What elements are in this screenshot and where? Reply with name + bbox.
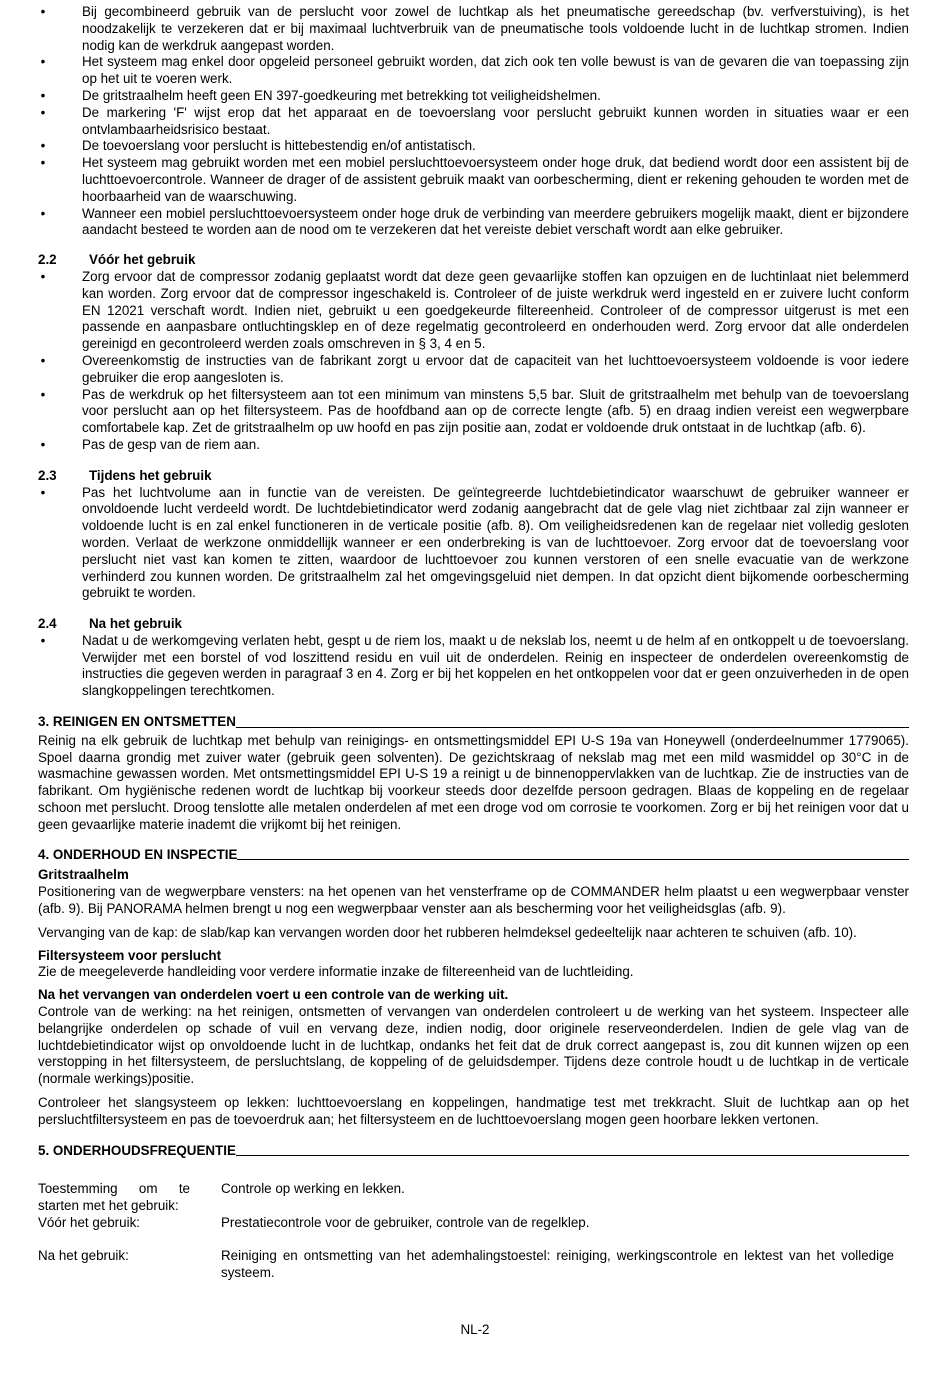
frequency-label: Vóór het gebruik: xyxy=(38,1215,140,1230)
bullet-icon: • xyxy=(40,155,46,171)
section-4-heading xyxy=(38,847,909,864)
bullet-icon: • xyxy=(40,4,46,19)
frequency-value: Prestatiecontrole voor de gebruiker, controle van de regelklep. xyxy=(221,1215,590,1230)
list-item: • Nadat u de werkomgeving verlaten hebt, gespt u de riem los, maakt u de nekslab los, neemt u de helm af en ontkoppelt u de toevoerslang. Verwijder met een borstel of vod loszittend residu en vuil uit de onderdelen. Reinig en inspecteer de onderdelen overeenkomstig de instructies die gegeven werden in paragraaf 3 en 4. Zorg er bij het koppelen en het ontkoppelen voor dat er geen onzuiverheden in de open slangkoppelingen terechtkomen. xyxy=(38,633,909,700)
frequency-label: Toestemming om te starten met het gebruik: xyxy=(38,1181,190,1214)
function-check-paragraph: Controle van de werking: na het reinigen, ontsmetten of vervangen van onderdelen controleert u de werking van het systeem. Inspecteer alle belangrijke onderdelen op schade of vuil en vervang deze, indien nodig, door originele reserveonderdelen. Indien de gele vlag van de luchtdebietindicator wijst op onvoldoende lucht in de luchtkap, ondanks het feit dat de druk correct aangepast is, zou dit kunnen wijzen op een verstopping in het filtersysteem, de persluchtslang, de koppeling of de geluidsdemper. Tijdens deze controle houdt u de luchtkap in de verticale (normale werkings)positie. xyxy=(38,1004,909,1087)
bullet-icon: • xyxy=(40,632,46,648)
list-item: • Pas de werkdruk op het filtersysteem aan tot een minimum van minstens 5,5 bar. Sluit de gritstraalhelm met behulp van de toevoerslang voor perslucht aan op het filtersysteem. Pas de hoofdband aan op de correcte lengte (afb. 5) en draag indien vereist een wegwerpbare comfortabele kap. Zet de gritstraalhelm op uw hoofd en pas zijn positie aan, zodat er voldoende druk ontstaat in de luchtkap (afb. 6). xyxy=(38,387,909,437)
section-2-2-heading xyxy=(38,252,909,269)
section-title: 3. REINIGEN EN ONTSMETTEN xyxy=(38,714,236,730)
intro-bullet-list xyxy=(38,4,909,239)
function-check-heading: Na het vervangen van onderdelen voert u een controle van de werking uit. xyxy=(38,987,509,1003)
bullet-icon: • xyxy=(40,386,46,402)
bullet-icon: • xyxy=(40,352,46,368)
section-2-4-bullet-list xyxy=(38,633,909,700)
section-number: 2.4 xyxy=(38,616,57,632)
list-item: • De markering 'F' wijst erop dat het apparaat en de toevoerslang voor perslucht gebruikt kunnen worden in situaties waar er een ontvlambaarheidsrisico bestaat. xyxy=(38,105,909,139)
list-item: • De gritstraalhelm heeft geen EN 397-goedkeuring met betrekking tot veiligheidshelmen. xyxy=(38,88,909,105)
section-title: Tijdens het gebruik xyxy=(89,467,212,483)
document-page xyxy=(38,4,909,1281)
bullet-icon: • xyxy=(40,87,46,103)
list-item: • Pas de gesp van de riem aan. xyxy=(38,437,909,454)
section-5-heading xyxy=(38,1143,909,1160)
bullet-icon: • xyxy=(40,268,46,284)
list-item: • De toevoerslang voor perslucht is hittebestendig en/of antistatisch. xyxy=(38,138,909,155)
maintenance-frequency-table xyxy=(38,1181,909,1281)
bullet-icon: • xyxy=(40,54,46,70)
heading-rule xyxy=(237,859,909,860)
window-positioning-paragraph: Positionering van de wegwerpbare vensters: na het openen van het vensterframe op de COMMANDER helm plaatst u een wegwerpbaar venster (afb. 9). Bij PANORAMA helmen brengt u nog een wegwerpbaar venster aan als bescherming voor het veiligheidsglas (afb. 9). xyxy=(38,884,909,917)
table-row xyxy=(38,1215,909,1248)
bullet-icon: • xyxy=(40,138,46,154)
bullet-icon: • xyxy=(40,205,46,221)
list-item: • Pas het luchtvolume aan in functie van de vereisten. De geïntegreerde luchtdebietindicator waarschuwt de gebruiker wanneer er onvoldoende lucht verdeeld wordt. De luchtdebietindicator werd zodanig aangebracht dat de gele vlag niet zichtbaar zal zijn wanneer er voldoende lucht is en zal enkel functioneren in de verticale positie (afb. 8). Om veiligheidsredenen kan de regelaar niet volledig gesloten worden. Verlaat de werkzone onmiddellijk wanneer er een onderbreking is van de luchttoevoer. Zorg ervoor dat de toevoerslang voor perslucht niet vast kan komen te zitten, waardoor de luchttoevoer zou kunnen verstoren of een snelle evacuatie van de werkzone verhinderd zou kunnen worden. De gritstraalhelm zal het omgevingsgeluid niet dempen. In dat opzicht dient bijkomende oorbescherming gebruikt te worden. xyxy=(38,485,909,603)
section-title: Vóór het gebruik xyxy=(89,252,196,268)
filter-system-heading: Filtersysteem voor perslucht xyxy=(38,947,222,963)
table-row xyxy=(38,1248,909,1282)
bullet-icon: • xyxy=(40,436,46,452)
list-item: • Het systeem mag enkel door opgeleid personeel gebruikt worden, dat zich ook ten volle bewust is van de gevaren die van toepassing zijn op het uit te voeren werk. xyxy=(38,54,909,88)
frequency-value: Controle op werking en lekken. xyxy=(221,1181,405,1197)
leak-check-paragraph: Controleer het slangsysteem op lekken: luchttoevoerslang en koppelingen, handmatige test met trekkracht. Sluit de luchtkap aan op het persluchtfiltersysteem en pas de toevoerdruk aan; het filtersysteem en de luchttoevoerslang mogen geen hoorbare lekken vertonen. xyxy=(38,1095,909,1127)
section-3-heading xyxy=(38,714,909,731)
list-item: • Wanneer een mobiel persluchttoevoersysteem onder hoge druk de verbinding van meerdere gebruikers mogelijk maakt, dient er bijzondere aandacht besteed te worden aan de nood om te verzekeren dat het vereiste debiet verschaft wordt aan elke gebruiker. xyxy=(38,206,909,240)
section-2-3-heading xyxy=(38,468,909,485)
bullet-icon: • xyxy=(40,484,46,500)
heading-rule xyxy=(236,727,909,728)
list-item: • Zorg ervoor dat de compressor zodanig geplaatst wordt dat deze geen gevaarlijke stoffen kan opzuigen en de luchtinlaat niet belemmerd kan worden. Zorg ervoor dat de compressor ingeschakeld is. Controleer of de juiste werkdruk werd ingesteld en er zuivere lucht conform EN 12021 verschaft wordt. Indien niet, gebruikt u een goedgekeurde filtereenheid. Controleer of de compressor uitgerust is met een passende en aanpasbare ontluchtingsklep en of deze regelmatig gecontroleerd en onderhouden werd. Zorg ervoor dat alle onderdelen gereinigd en gecontroleerd werden zoals omschreven in § 3, 4 en 5. xyxy=(38,269,909,353)
section-2-3-bullet-list xyxy=(38,485,909,603)
section-title: 5. ONDERHOUDSFREQUENTIE xyxy=(38,1142,236,1158)
section-title: 4. ONDERHOUD EN INSPECTIE xyxy=(38,846,238,862)
bullet-icon: • xyxy=(40,104,46,120)
frequency-value: Reiniging en ontsmetting van het ademhalingstoestel: reiniging, werkingscontrole en lektest van het volledige systeem. xyxy=(221,1247,894,1280)
list-item: • Overeenkomstig de instructies van de fabrikant zorgt u ervoor dat de capaciteit van het luchttoevoersysteem voldoende is voor iedere gebruiker die erop aangesloten is. xyxy=(38,353,909,387)
section-2-4-heading xyxy=(38,616,909,633)
list-item: • Het systeem mag gebruikt worden met een mobiel persluchttoevoersysteem onder hoge druk, dat bediend wordt door een assistent bij de luchttoevoercontrole. Wanneer de drager of de assistent gebruik maakt van oorbescherming, dient er rekening gehouden te worden met de hoorbaarheid van de waarschuwing. xyxy=(38,155,909,205)
gritstraalhelm-heading: Gritstraalhelm xyxy=(38,867,129,883)
page-number: NL-2 xyxy=(460,1322,490,1337)
heading-rule xyxy=(236,1155,909,1156)
filter-system-paragraph: Zie de meegeleverde handleiding voor verdere informatie inzake de filtereenheid van de luchtleiding. xyxy=(38,964,634,980)
section-title: Na het gebruik xyxy=(89,616,183,632)
list-item: • Bij gecombineerd gebruik van de perslucht voor zowel de luchtkap als het pneumatische gereedschap (bv. verfverstuiving), is het noodzakelijk te verzekeren dat er bij maximaal luchtverbruik van de pneumatische tools voldoende lucht in de luchtkap stromen. Indien nodig kan de werkdruk aangepast worden. xyxy=(38,4,909,54)
frequency-label: Na het gebruik: xyxy=(38,1247,129,1263)
table-row xyxy=(38,1181,909,1215)
hood-replacement-paragraph: Vervanging van de kap: de slab/kap kan vervangen worden door het rubberen helmdeksel gedeeltelijk naar achteren te schuiven (afb. 10). xyxy=(38,924,857,940)
section-2-2-bullet-list xyxy=(38,269,909,454)
section-number: 2.2 xyxy=(38,252,57,268)
section-number: 2.3 xyxy=(38,467,57,483)
cleaning-paragraph: Reinig na elk gebruik de luchtkap met behulp van reinigings- en ontsmettingsmiddel EPI U-S 19a van Honeywell (onderdeelnummer 1779065). Spoel daarna grondig met zuiver water (gebruik geen solventen). De gezichtskraag of nekslab mag met een mild wasmiddel op 30°C in de wasmachine gewassen worden. Met ontsmettingsmiddel EPI U-S 19 a reinigt u de binnenoppervlakken van de luchtkap. Zie de instructies van de fabrikant. Om hygiënische redenen wordt de luchtkap bij voorkeur steeds door dezelfde persoon gedragen. Blaas de koppeling en de regelaar schoon met perslucht. Droog tenslotte alle metalen onderdelen af met een droge vod om corrosie te voorkomen. Zorg er bij het reinigen voor dat u geen gevaarlijke materie inademt die vrijkomt bij het reinigen. xyxy=(38,732,909,832)
